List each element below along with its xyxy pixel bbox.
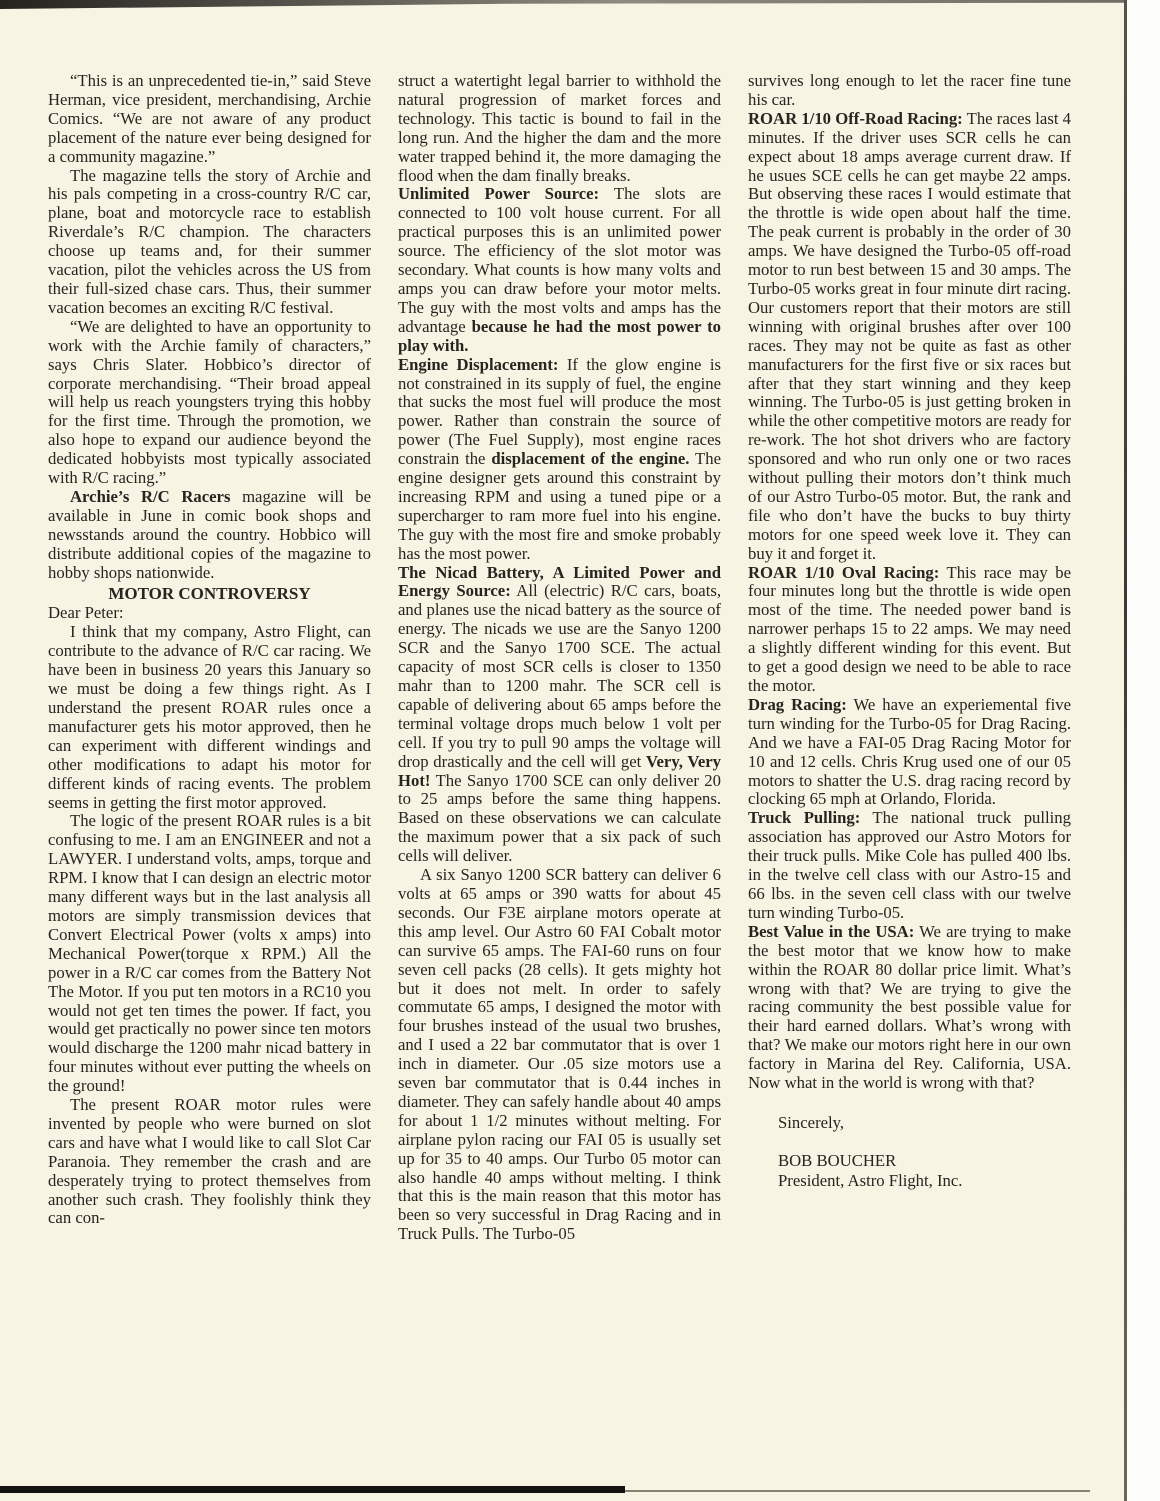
paragraph xyxy=(48,623,371,812)
bold-run: Unlimited Power Source: xyxy=(398,184,600,204)
text-run: The national truck pulling association has approved our Astro Motors for their truck pulls. Mike Cole has pulled 400 lbs. in the twelve cell class with our Astro-15 and 66 lbs. in the seven cell class with our twelve turn winding Turbo-05. xyxy=(748,808,1071,922)
paragraph xyxy=(48,318,371,488)
text-run: We have an experiemental five turn winding for the Turbo-05 for Drag Racing. And we have a FAI-05 Drag Racing Motor for 10 and 12 cells. Chris Krug used one of our 05 motors to shatter the U.S. drag racing record by clocking 65 mph at Orlando, Florida. xyxy=(748,694,1071,809)
bold-run: Truck Pulling: xyxy=(748,808,861,828)
bold-run: Engine Displacement: xyxy=(398,354,559,374)
column-left xyxy=(48,72,371,1244)
text-run: We are trying to make the best motor that we know how to make within the ROAR 80 dollar price limit. What’s wrong with that? We are trying to give the racing community the best possible value for their hard earned dollars. What’s wrong with that? We make our motors right here in our own factory in Marina del Rey. California, USA. Now what in the world is wrong with that? xyxy=(748,921,1071,1093)
column-center xyxy=(398,72,721,1244)
signature xyxy=(778,1151,1071,1191)
bold-run: ROAR 1/10 Off-Road Racing: xyxy=(748,108,963,128)
text-run: If the glow engine is not constrained in its supply of fuel, the engine that sucks the most fuel will produce the most power. Rather than constrain the source of power (The Fuel Supply), most engine races constrain the xyxy=(398,354,721,469)
text-run: The present ROAR motor rules were invented by people who were burned on slot cars and have what I would like to call Slot Car Paranoia. They remember the crash and are desperately trying to protect themselves from another such crash. They foolishly think they can con- xyxy=(48,1095,371,1228)
bold-run: Best Value in the USA: xyxy=(748,921,915,941)
text-run: survives long enough to let the racer fine tune his car. xyxy=(748,71,1071,109)
text-run: The races last 4 minutes. If the driver uses SCR cells he can expect about 18 amps average current draw. If he usues SCE cells he can get maybe 22 amps. But observing these races I would estimate that the throttle is wide open about half the time. The peak current is probably in the order of 30 amps. We have designed the Turbo-05 off-road motor to run best between 15 and 30 amps. The Turbo-05 works great in four minute dirt racing. Our customers report that their motors are still winning with original brushes after over 100 races. They may not be quite as fast as other manufacturers for the first five or six races but after that they start winning and they keep winning. The Turbo-05 is just getting broken in while the other competitive motors are ready for re-work. The hot shot drivers who are factory sponsored and who run only one or two races without pulling their motors don’t think much of our Astro Turbo-05 motor. But, the rank and file who don’t have the bucks to buy thirty motors for one speed week love it. They can buy it and forget it. xyxy=(748,108,1072,563)
text-run: I think that my company, Astro Flight, can contribute to the advance of R/C car racing. We have been in business 20 years this January so we must be doing a few things right. As I understand the present ROAR rules once a manufacturer gets his motor approved, then he can experiment with different windings and other modifications to adapt his motor for different kinds of racing events. The problem seems in getting the first motor approved. xyxy=(48,622,371,812)
text-run: The engine designer gets around this constraint by increasing RPM and using a tuned pipe or a supercharger to ram more fuel into his engine. The guy with the most fire and smoke probably has the most power. xyxy=(398,449,721,563)
paragraph xyxy=(48,167,371,318)
bold-run: ROAR 1/10 Oval Racing: xyxy=(748,562,940,582)
paragraph xyxy=(748,564,1071,696)
text-run: “We are delighted to have an opportunity to work with the Archie family of characters,” says Chris Slater. Hobbico’s director of corporate merchandising. “Their broad appeal will help us reach youngsters trying this hobby for the first time. Through the promotion, we also hope to expand our audience beyond the dedicated hobbyists most typically associated with R/C racing.” xyxy=(48,316,371,488)
text-run: The logic of the present ROAR rules is a bit confusing to me. I am an ENGINEER and not a LAWYER. I understand volts, amps, torque and RPM. I know that I can design an electric motor many different ways but in the last analysis all motors are simply transmission devices that Convert Electrical Power (volts x amps) into Mechanical Power(torque x RPM.) All the power in a R/C car comes from the Battery Not The Motor. If you put ten motors in a RC10 you would not get ten times the power. If fact, you would get practically no power since ten motors would discharge the 1200 mahr nicad battery in four minutes without ever putting the wheels on the ground! xyxy=(48,811,371,1096)
paragraph xyxy=(748,809,1071,922)
paragraph xyxy=(48,488,371,583)
bold-run: The Nicad Battery, A Limited Power and Energy Source: xyxy=(398,562,721,601)
bold-run: Archie’s R/C Racers xyxy=(70,486,231,506)
text-run: The magazine tells the story of Archie and his pals competing in a cross-country R/C car, plane, boat and motorcycle race to establish Riverdale’s R/C champion. The characters choose up teams and, for their summer vacation, pilot the vehicles across the US from their full-sized chase cars. Thus, their summer vacation becomes an exciting R/C festival. xyxy=(48,165,371,317)
text-run: The slots are connected to 100 volt house current. For all practical purposes this is an unlimited power source. The efficiency of the slot motor was secondary. What counts is how many volts and amps you can draw before your motor melts. The guy with the most volts and amps has the advantage xyxy=(398,184,721,336)
text-run: This race may be four minutes long but the throttle is wide open most of the time. The needed power band is narrower perhaps 15 to 22 amps. We may need a slightly different winding for this event. But to get a good design we need to be able to race the motor. xyxy=(748,562,1072,695)
text-run: The Sanyo 1700 SCE can only deliver 20 to 25 amps before the same thing happens. Based on these observations we can calculate the maximum power that a six pack of such cells will deliver. xyxy=(398,770,721,866)
paragraph xyxy=(398,185,721,355)
text-run: struct a watertight legal barrier to withhold the natural progression of market forces and technology. This tactic is bound to fail in the long run. And the higher the dam and the more water trapped behind it, the more damaging the flood when the dam finally breaks. xyxy=(398,71,721,185)
paragraph xyxy=(398,72,721,185)
column-right xyxy=(748,72,1071,1244)
paragraph xyxy=(748,696,1071,809)
paragraph xyxy=(748,110,1071,564)
paragraph xyxy=(48,1096,371,1228)
page-bottom-edge-artifact xyxy=(0,1486,625,1493)
page-top-edge-artifact xyxy=(0,0,1127,9)
paragraph xyxy=(48,72,371,167)
paragraph xyxy=(398,356,721,564)
page-right-edge xyxy=(1124,0,1127,1501)
text-run: All (electric) R/C cars, boats, and planes use the nicad battery as the source of energy. The nicads we use are the Sanyo 1200 SCR and the Sanyo 1700 SCE. The actual capacity of most SCR cells is closer to 1350 mahr than to 1200 mahr. The SCR cell is capable of delivering about 65 amps before the terminal voltage drops much below 1 volt per cell. If you try to pull 90 amps the voltage will drop drastically and the cell will get xyxy=(398,581,721,771)
text-run: magazine will be available in June in comic book shops and newsstands around the country. Hobbico will distribute additional copies of the magazine to hobby shops nationwide. xyxy=(48,486,371,582)
section-heading: MOTOR CONTROVERSY xyxy=(108,584,311,604)
text-line: President, Astro Flight, Inc. xyxy=(778,1170,963,1190)
text-run: “This is an unprecedented tie-in,” said Steve Herman, vice president, merchandising, Archie Comics. “We are not aware of any product placement of the nature ever being designed for a community magazine.” xyxy=(48,71,371,166)
closing xyxy=(778,1113,1071,1133)
paragraph xyxy=(48,604,371,623)
bold-run: because he had the most power to play with. xyxy=(398,316,722,355)
bold-run: Very, Very Hot! xyxy=(398,751,721,790)
paragraph xyxy=(398,866,721,1244)
article-columns xyxy=(48,72,1071,1244)
bold-run: displacement of the engine. xyxy=(491,449,690,469)
text-run: Dear Peter: xyxy=(48,603,124,623)
paragraph xyxy=(48,812,371,1096)
paragraph xyxy=(748,923,1071,1093)
paragraph xyxy=(748,72,1071,110)
paragraph xyxy=(398,564,721,867)
text-line: Sincerely, xyxy=(778,1112,845,1132)
text-line: BOB BOUCHER xyxy=(778,1150,897,1170)
bold-run: Drag Racing: xyxy=(748,694,847,714)
text-run: A six Sanyo 1200 SCR battery can deliver 6 volts at 65 amps or 390 watts for about 45 seconds. Our F3E airplane motors operate at this amp level. Our Astro 60 FAI Cobalt motor can survive 65 amps. The FAI-60 runs on four seven cell packs (28 cells). It gets mighty hot but it does not melt. In order to safely commutate 65 amps, I designed the motor with four brushes instead of the usual two brushes, and I used a 22 bar commutator that is over 1 inch in diameter. Our .05 size motors use a seven bar commutator that is 0.44 inches in diameter. They can safely handle about 40 amps for about 1 1/2 minutes without melting. For airplane pylon racing our FAI 05 is usually set up for 35 to 40 amps. Our Turbo 05 motor can also handle 40 amps without melting. I think that this is the main reason that this motor has been so very successful in Drag Racing and in Truck Pulls. The Turbo-05 xyxy=(398,865,721,1244)
